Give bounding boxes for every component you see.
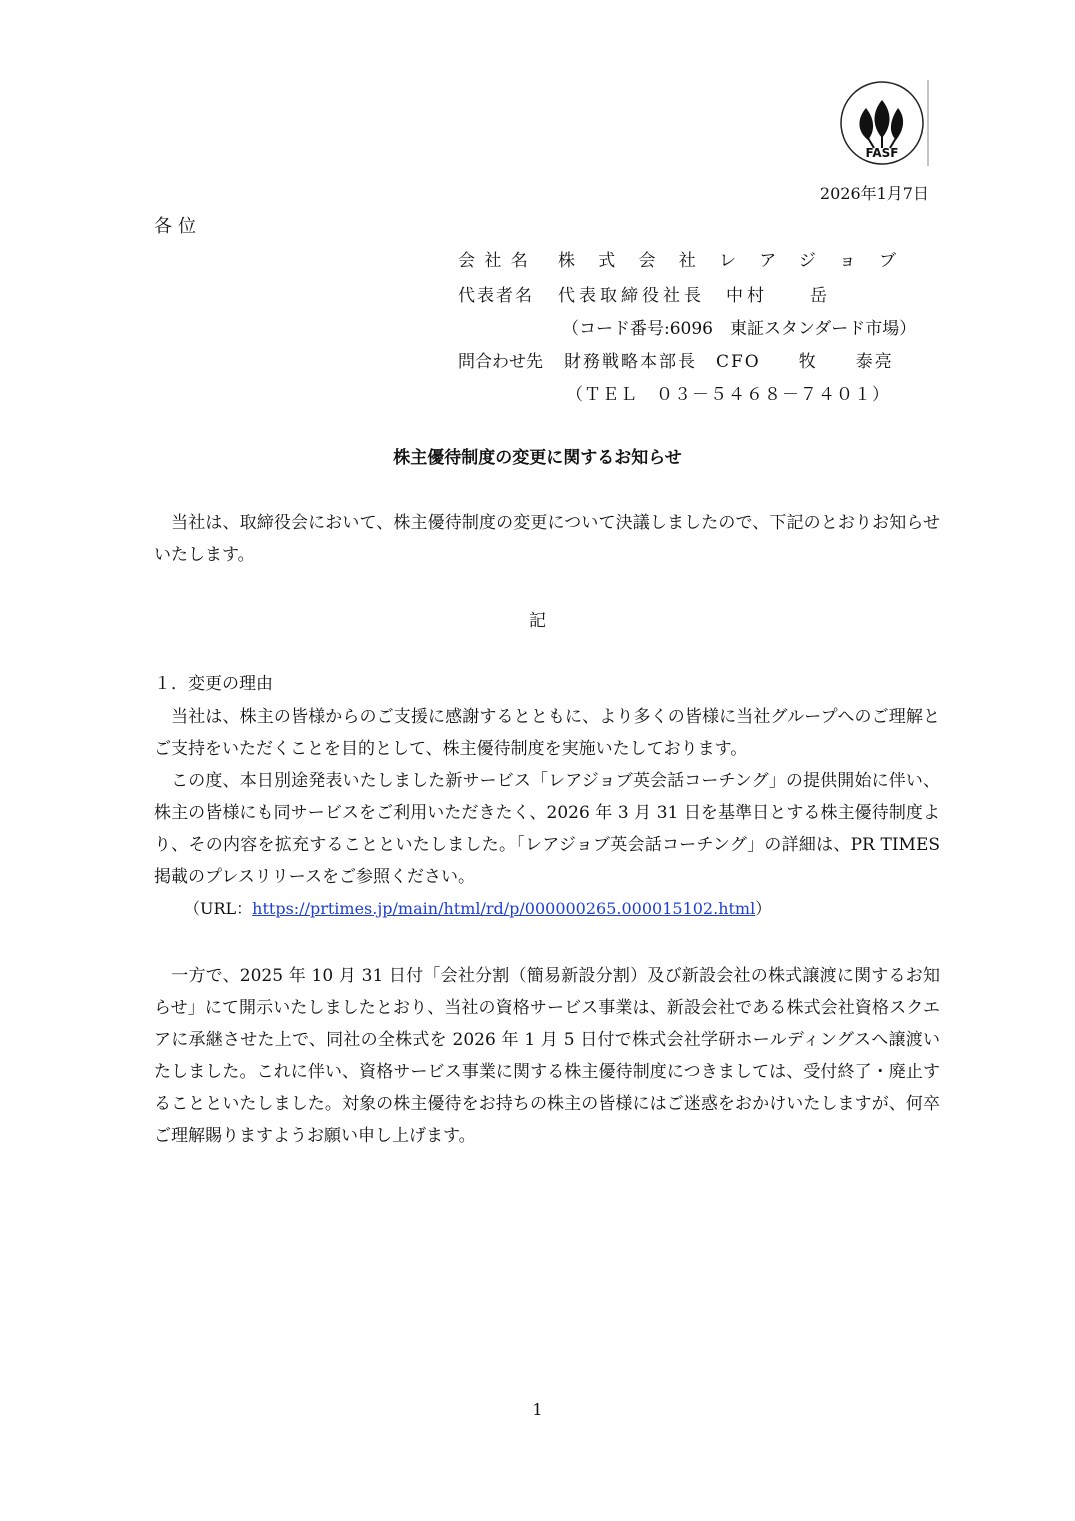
press-release-link[interactable]: https://prtimes.jp/main/html/rd/p/000000265.000015102.html bbox=[252, 899, 756, 918]
representative-value: 代表取締役社長 中村 岳 bbox=[558, 286, 831, 306]
url-line bbox=[184, 896, 771, 919]
section-heading: １．変更の理由 bbox=[154, 674, 273, 694]
company-value: 株式会社レアジョブ bbox=[558, 251, 910, 271]
stock-code-line: （コード番号:6096 東証スタンダード市場） bbox=[562, 319, 917, 339]
company-name-row bbox=[458, 246, 916, 271]
fasf-logo bbox=[838, 78, 930, 168]
ki-heading: 記 bbox=[529, 611, 546, 631]
url-prefix: （URL： bbox=[184, 899, 253, 918]
reason-paragraph-2: この度、本日別途発表いたしました新サービス「レアジョブ英会話コーチング」の提供開始に伴い、株主の皆様にも同サービスをご利用いただきたく、2026 年 3 月 31 日を基準日とする株主優待制度より、その内容を拡充することといたしました。「レアジョブ英会話コーチング」の詳細は、PR TIMES 掲載のプレスリリースをご参照ください。 bbox=[154, 771, 940, 887]
company-label: 会 社 名 bbox=[458, 251, 530, 271]
page-number: 1 bbox=[532, 1400, 543, 1419]
svg-text:FASF: FASF bbox=[865, 146, 899, 160]
representative-row bbox=[458, 281, 916, 306]
contact-row bbox=[458, 347, 916, 372]
representative-label: 代表者名 bbox=[458, 286, 534, 306]
contact-value: 財務戦略本部長 CFO 牧 泰亮 bbox=[564, 352, 894, 372]
reason-paragraph-3: 一方で、2025 年 10 月 31 日付「会社分割（簡易新設分割）及び新設会社の株式譲渡に関するお知らせ」にて開示いたしましたとおり、当社の資格サービス事業は、新設会社である株式会社資格スクエアに承継させた上で、同社の全株式を 2026 年 1 月 5 日付で株式会社学研ホールディングスへ譲渡いたしました。これに伴い、資格サービス事業に関する株主優待制度につきましては、受付終了・廃止することといたしました。対象の株主優待をお持ちの株主の皆様にはご迷惑をおかけいたしますが、何卒ご理解賜りますようお願い申し上げます。 bbox=[154, 966, 940, 1146]
contact-label: 問合わせ先 bbox=[458, 352, 543, 372]
telephone-line: （ＴＥＬ ０３－５４６８－７４０１） bbox=[566, 385, 890, 405]
intro-paragraph: 当社は、取締役会において、株主優待制度の変更について決議しましたので、下記のとおりお知らせいたします。 bbox=[154, 513, 940, 565]
document-title: 株主優待制度の変更に関するお知らせ bbox=[393, 448, 682, 468]
document-date: 2026年1月7日 bbox=[819, 184, 929, 203]
fasf-seal-icon bbox=[838, 78, 930, 168]
reason-paragraph-1: 当社は、株主の皆様からのご支援に感謝するとともに、より多くの皆様に当社グループへのご理解とご支持をいただくことを目的として、株主優待制度を実施いたしております。 bbox=[154, 707, 940, 759]
url-suffix: ） bbox=[755, 899, 772, 918]
addressee: 各位 bbox=[154, 216, 202, 237]
